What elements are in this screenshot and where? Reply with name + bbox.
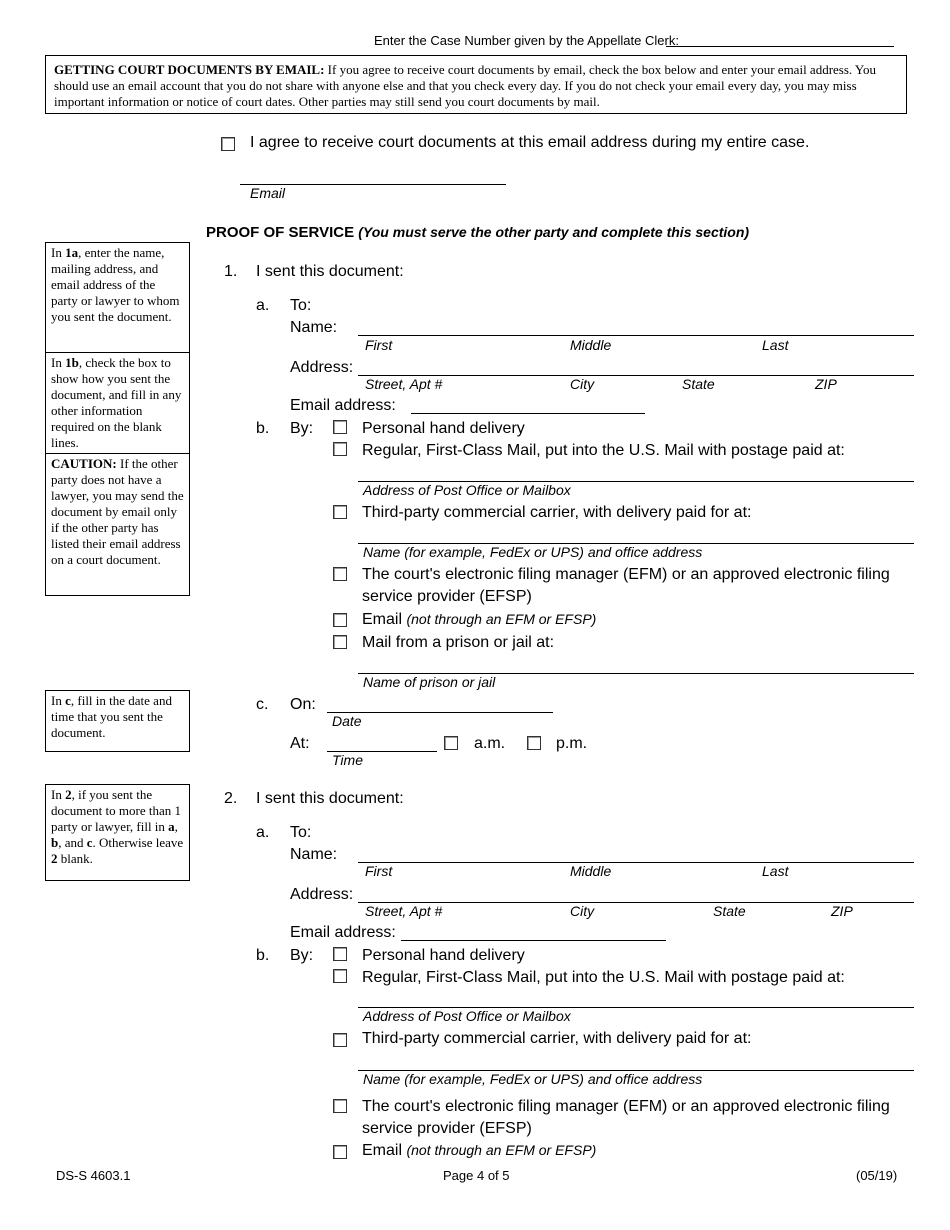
item-2-mail: Regular, First-Class Mail, put into the U.S. Mail with postage paid at:	[362, 969, 845, 986]
footer-revision: (05/19)	[856, 1168, 898, 1183]
item-1-city: City	[570, 376, 595, 392]
item-2-efm-checkbox[interactable]	[333, 1099, 347, 1113]
item-2-street: Street, Apt #	[365, 903, 443, 919]
proof-title-text: PROOF OF SERVICE	[206, 224, 355, 241]
item-2-by: By:	[290, 947, 314, 964]
case-number-input[interactable]	[666, 46, 894, 47]
item-1-by: By:	[290, 420, 314, 437]
item-1c-letter: c.	[256, 696, 269, 713]
item-1-email-input[interactable]	[411, 413, 645, 414]
item-1-prison-caption: Name of prison or jail	[363, 674, 496, 690]
email-notice-body: If you agree to receive court documents by email, check the box below and enter your email address. You should use an email account that you do not share with anyone else and that you check every day. If you do not check your email every day, you may miss important information or notice of court dates. Other parties may still send you court documents by mail.	[54, 62, 877, 109]
item-1-pm-checkbox[interactable]	[527, 736, 541, 750]
item-2-carrier: Third-party commercial carrier, with delivery paid for at:	[362, 1030, 752, 1047]
email-notice-heading: GETTING COURT DOCUMENTS BY EMAIL:	[54, 62, 325, 77]
item-2-address-label: Address:	[290, 886, 354, 903]
item-1-prison: Mail from a prison or jail at:	[362, 634, 555, 651]
item-2-state: State	[713, 903, 746, 919]
item-1-last: Last	[762, 337, 789, 353]
item-2-po-caption: Address of Post Office or Mailbox	[363, 1008, 571, 1024]
item-1-at: At:	[290, 735, 310, 752]
item-2-efm-line2: service provider (EFSP)	[362, 1120, 532, 1137]
item-1-prison-checkbox[interactable]	[333, 635, 347, 649]
item-2-carrier-checkbox[interactable]	[333, 1033, 347, 1047]
item-1-name-input[interactable]	[358, 335, 914, 336]
item-2-email-option: Email (not through an EFM or EFSP)	[362, 1142, 597, 1159]
email-caption: Email	[250, 185, 286, 201]
item-1-am-checkbox[interactable]	[444, 736, 458, 750]
item-2a-letter: a.	[256, 824, 270, 841]
note-1a: In 1a, enter the name, mailing address, and email address of the party or lawyer to whom you sent the document.	[51, 245, 180, 324]
item-1-hand: Personal hand delivery	[362, 420, 525, 437]
item-1-date-caption: Date	[332, 713, 362, 729]
item-2-number: 2.	[224, 790, 238, 807]
item-2-middle: Middle	[570, 863, 612, 879]
item-1-address-label: Address:	[290, 359, 354, 376]
item-2-mail-checkbox[interactable]	[333, 969, 347, 983]
note-caution: CAUTION: If the other party does not have a lawyer, you may send the document by email only if the other party has listed their email address on a court document.	[46, 453, 189, 595]
note-1b: In 1b, check the box to show how you sent the document, and fill in any other information required on the blank lines.	[46, 352, 189, 453]
item-2b-letter: b.	[256, 947, 270, 964]
item-2-name-label: Name:	[290, 846, 338, 863]
proof-title	[206, 224, 749, 241]
item-1-time-caption: Time	[332, 752, 363, 768]
item-2-email-input[interactable]	[401, 940, 666, 941]
item-2-sent: I sent this document:	[256, 790, 404, 807]
item-1-sent: I sent this document:	[256, 263, 404, 280]
footer-form-id: DS-S 4603.1	[56, 1168, 131, 1183]
case-number-label: Enter the Case Number given by the Appellate Clerk:	[374, 33, 679, 48]
agree-email-checkbox[interactable]	[221, 137, 235, 151]
item-1-pm: p.m.	[556, 735, 588, 752]
item-1-number: 1.	[224, 263, 238, 280]
item-1-on: On:	[290, 696, 316, 713]
item-2-email-label: Email address:	[290, 924, 396, 941]
item-2-hand-checkbox[interactable]	[333, 947, 347, 961]
item-1-efm-checkbox[interactable]	[333, 567, 347, 581]
item-1-po-caption: Address of Post Office or Mailbox	[363, 482, 571, 498]
item-2-efm-line1: The court's electronic filing manager (EFM) or an approved electronic filing	[362, 1098, 890, 1115]
item-1-name-label: Name:	[290, 319, 338, 336]
item-2-email-checkbox[interactable]	[333, 1145, 347, 1159]
item-2-zip: ZIP	[831, 903, 853, 919]
item-1-state: State	[682, 376, 715, 392]
note-c: In c, fill in the date and time that you sent the document.	[51, 693, 172, 740]
proof-subtitle: (You must serve the other party and complete this section)	[358, 224, 750, 240]
item-1-first: First	[365, 337, 393, 353]
item-1-mail-checkbox[interactable]	[333, 442, 347, 456]
item-2-name-input[interactable]	[358, 862, 914, 863]
email-notice-box	[45, 55, 907, 114]
item-1-carrier-caption: Name (for example, FedEx or UPS) and office address	[363, 544, 703, 560]
item-2-carrier-caption: Name (for example, FedEx or UPS) and office address	[363, 1071, 703, 1087]
item-2-hand: Personal hand delivery	[362, 947, 525, 964]
item-1b-letter: b.	[256, 420, 270, 437]
item-1-efm-line2: service provider (EFSP)	[362, 588, 532, 605]
item-2-last: Last	[762, 863, 789, 879]
item-1-efm-line1: The court's electronic filing manager (EFM) or an approved electronic filing	[362, 566, 890, 583]
item-2-city: City	[570, 903, 595, 919]
sidebar-notes-1	[45, 242, 190, 596]
sidebar-note-2	[45, 784, 190, 881]
item-1-mail: Regular, First-Class Mail, put into the U.S. Mail with postage paid at:	[362, 442, 845, 459]
agree-email-label: I agree to receive court documents at this email address during my entire case.	[250, 134, 810, 151]
item-1-email-option: Email (not through an EFM or EFSP)	[362, 611, 597, 628]
sidebar-note-c	[45, 690, 190, 752]
item-1-street: Street, Apt #	[365, 376, 443, 392]
item-1-middle: Middle	[570, 337, 612, 353]
item-2-first: First	[365, 863, 393, 879]
item-1-hand-checkbox[interactable]	[333, 420, 347, 434]
note-2: In 2, if you sent the document to more than 1 party or lawyer, fill in a, b, and c. Otherwise leave 2 blank.	[51, 787, 184, 866]
item-1-email-label: Email address:	[290, 397, 396, 414]
item-1-carrier: Third-party commercial carrier, with delivery paid for at:	[362, 504, 752, 521]
item-1-am: a.m.	[474, 735, 506, 752]
item-1a-letter: a.	[256, 297, 270, 314]
item-1-email-checkbox[interactable]	[333, 613, 347, 627]
item-1-carrier-checkbox[interactable]	[333, 505, 347, 519]
item-1-to: To:	[290, 297, 312, 314]
item-1-zip: ZIP	[815, 376, 837, 392]
footer-page: Page 4 of 5	[443, 1168, 510, 1183]
item-2-to: To:	[290, 824, 312, 841]
